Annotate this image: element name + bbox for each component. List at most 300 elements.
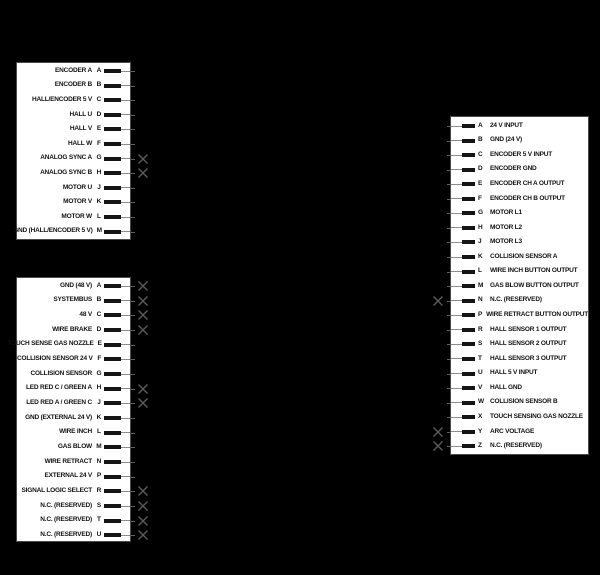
pin-row-L [451, 266, 588, 278]
pin-letter: H [96, 384, 102, 392]
pin-wire [451, 271, 462, 272]
pin-row-M [451, 280, 588, 292]
pin-label: ARC VOLTAGE [490, 427, 535, 435]
pin-label: HALL/ENCODER 5 V [31, 95, 92, 103]
pin-label: COLLISION SENSOR B [490, 398, 558, 406]
wire-stub [131, 403, 135, 404]
pin-row-C [451, 149, 588, 161]
pin-letter: T [97, 516, 101, 524]
pin-row-F [17, 353, 130, 365]
pin-contact [104, 343, 121, 347]
pin-row-M [17, 441, 130, 453]
pin-label: HALL SENSOR 2 OUTPUT [490, 340, 567, 348]
pin-letter: G [96, 369, 102, 377]
pin-row-S [17, 500, 130, 512]
wire-stub [131, 115, 135, 116]
pin-row-P [17, 471, 130, 483]
pin-row-C [17, 309, 130, 321]
pin-contact [104, 84, 121, 88]
pin-wire [451, 417, 462, 418]
no-connection-x-icon [137, 397, 149, 409]
pin-wire [121, 71, 130, 72]
pin-letter: T [478, 354, 482, 362]
pin-contact [462, 444, 475, 448]
pin-wire [121, 403, 130, 404]
no-connection-x-icon [137, 280, 149, 292]
pin-wire [451, 198, 462, 199]
pin-contact [104, 328, 121, 332]
pin-row-U [17, 529, 130, 541]
pin-letter: A [478, 121, 483, 129]
wire-stub [447, 272, 451, 273]
pin-label: WIRE BRAKE [52, 325, 92, 333]
pin-wire [121, 388, 130, 389]
pin-row-H [17, 383, 130, 395]
wire-stub [447, 315, 451, 316]
no-connection-x-icon [432, 440, 444, 452]
pin-contact [462, 386, 475, 390]
pin-label: N.C. (RESERVED) [40, 501, 92, 509]
pin-row-D [451, 164, 588, 176]
pin-label: HALL W [68, 139, 92, 147]
wire-stub [131, 100, 135, 101]
pin-wire [121, 330, 130, 331]
no-connection-x-icon [137, 500, 149, 512]
pin-label: ANALOG SYNC B [40, 168, 92, 176]
pin-label: MOTOR L1 [490, 209, 522, 217]
pin-wire [451, 126, 462, 127]
pin-contact [462, 328, 475, 332]
pin-wire [121, 315, 130, 316]
pin-contact [104, 215, 121, 219]
pin-row-T [17, 515, 130, 527]
pin-label: LED RED A / GREEN C [26, 399, 92, 407]
wire-stub [131, 535, 135, 536]
pin-letter: F [97, 355, 102, 363]
pin-wire [451, 184, 462, 185]
pin-contact [462, 168, 475, 172]
wire-stub [131, 315, 135, 316]
pin-wire [121, 476, 130, 477]
pin-wire [121, 187, 130, 188]
pin-row-E [451, 178, 588, 190]
wire-stub [447, 446, 451, 447]
pin-row-M [13, 226, 130, 238]
pin-contact [104, 98, 121, 102]
pin-contact [104, 230, 121, 234]
pin-label: COLLISION SENSOR A [490, 252, 558, 260]
pin-letter: S [96, 501, 102, 509]
pin-contact [104, 200, 121, 204]
pin-contact [462, 124, 475, 128]
wire-stub [447, 126, 451, 127]
pin-row-P [451, 309, 588, 321]
pin-contact [104, 313, 121, 317]
wire-stub [447, 242, 451, 243]
pin-wire [121, 85, 130, 86]
pin-letter: R [96, 487, 102, 495]
pin-label: TOUCH SENSING GAS NOZZLE [490, 412, 583, 420]
no-connection-x-icon [432, 426, 444, 438]
wire-stub [131, 462, 135, 463]
pin-letter: K [96, 198, 102, 206]
pin-label: SIGNAL LOGIC SELECT [21, 487, 92, 495]
pin-label: GAS BLOW BUTTON OUTPUT [490, 281, 579, 289]
pin-label: ANALOG SYNC A [40, 154, 92, 162]
pin-letter: A [96, 281, 102, 289]
pin-row-V [451, 382, 588, 394]
pin-wire [121, 100, 130, 101]
pin-contact [104, 157, 121, 161]
wire-stub [131, 71, 135, 72]
pin-contact [462, 357, 475, 361]
pin-wire [451, 402, 462, 403]
wire-stub [447, 199, 451, 200]
pin-wire [121, 217, 130, 218]
no-connection-x-icon [137, 529, 149, 541]
pin-row-B [17, 295, 130, 307]
pin-letter: D [478, 165, 483, 173]
pin-contact [104, 401, 121, 405]
wire-stub [131, 447, 135, 448]
pin-contact [462, 255, 475, 259]
pin-wire [121, 158, 130, 159]
wire-stub [447, 213, 451, 214]
pin-letter: K [96, 413, 102, 421]
pin-contact [104, 357, 121, 361]
wire-stub [131, 374, 135, 375]
pin-label: N.C. (RESERVED) [40, 531, 92, 539]
pin-contact [462, 313, 475, 317]
pin-wire [121, 462, 130, 463]
connector-panel-control-signals [7, 277, 131, 542]
pin-row-K [451, 251, 588, 263]
pin-contact [104, 475, 121, 479]
pin-letter: W [478, 398, 485, 406]
pin-row-J [17, 182, 130, 194]
no-connection-x-icon [137, 309, 149, 321]
pin-wire [121, 447, 130, 448]
pin-label: ENCODER GND [490, 165, 537, 173]
no-connection-x-icon [137, 167, 149, 179]
pin-row-D [17, 109, 130, 121]
pin-row-W [451, 397, 588, 409]
pin-contact [104, 445, 121, 449]
no-connection-x-icon [137, 485, 149, 497]
pin-wire [451, 344, 462, 345]
pin-letter: D [96, 110, 102, 118]
pin-contact [104, 142, 121, 146]
pin-label: WIRE RETRACT BUTTON OUTPUT [486, 311, 588, 319]
pin-letter: C [96, 311, 102, 319]
wire-stub [447, 344, 451, 345]
wire-stub [131, 330, 135, 331]
pin-wire [451, 257, 462, 258]
pin-label: HALL U [69, 110, 92, 118]
pin-contact [462, 211, 475, 215]
pin-row-B [17, 80, 130, 92]
wire-stub [447, 141, 451, 142]
pin-contact [104, 113, 121, 117]
pin-row-L [17, 211, 130, 223]
pin-letter: U [96, 531, 102, 539]
pin-contact [104, 533, 121, 537]
wire-stub [131, 86, 135, 87]
pin-letter: J [478, 238, 482, 246]
no-connection-x-icon [137, 153, 149, 165]
pin-contact [104, 284, 121, 288]
pin-letter: E [97, 340, 102, 348]
pin-letter: H [96, 168, 102, 176]
pin-row-F [451, 193, 588, 205]
pin-label: MOTOR L2 [490, 223, 522, 231]
pin-wire [121, 432, 130, 433]
wire-stub [131, 129, 135, 130]
pin-label: MOTOR W [61, 212, 92, 220]
pin-letter: C [478, 150, 483, 158]
pin-label: ENCODER CH A OUTPUT [490, 179, 565, 187]
wire-stub [131, 159, 135, 160]
pin-row-L [17, 427, 130, 439]
wire-stub [131, 202, 135, 203]
pin-contact [462, 197, 475, 201]
pin-contact [462, 299, 475, 303]
pin-wire [121, 344, 130, 345]
wire-stub [131, 144, 135, 145]
wire-stub [447, 417, 451, 418]
pin-letter: C [96, 95, 102, 103]
pin-wire [121, 520, 130, 521]
pin-label: MOTOR U [62, 183, 92, 191]
pin-letter: E [478, 179, 483, 187]
pin-row-B [451, 135, 588, 147]
pin-wire [451, 227, 462, 228]
pin-label: N.C. (RESERVED) [490, 296, 542, 304]
pin-wire [121, 491, 130, 492]
pin-row-N [17, 456, 130, 468]
pin-label: N.C. (RESERVED) [490, 442, 542, 450]
pin-letter: K [478, 252, 483, 260]
wire-stub [131, 188, 135, 189]
pin-letter: X [478, 412, 483, 420]
pin-wire [121, 231, 130, 232]
wire-stub [131, 477, 135, 478]
pin-row-N [451, 295, 588, 307]
pin-label: LED RED C / GREEN A [25, 384, 92, 392]
pin-wire [451, 358, 462, 359]
pin-wire [121, 114, 130, 115]
pin-wire [451, 300, 462, 301]
wire-stub [447, 301, 451, 302]
wire-stub [447, 374, 451, 375]
wire-stub [447, 388, 451, 389]
wire-stub [447, 286, 451, 287]
pin-wire [121, 535, 130, 536]
pin-row-J [17, 397, 130, 409]
pin-letter: G [478, 209, 484, 217]
pin-contact [462, 415, 475, 419]
pin-letter: A [96, 66, 102, 74]
pin-wire [121, 506, 130, 507]
pin-contact [104, 127, 121, 131]
pin-wire [121, 202, 130, 203]
pin-wire [451, 169, 462, 170]
pin-label: WIRE RETRACT [44, 457, 92, 465]
wire-stub [131, 359, 135, 360]
pin-row-Y [451, 426, 588, 438]
pin-label: COLLISION SENSOR [30, 369, 92, 377]
pin-contact [104, 186, 121, 190]
pin-contact [462, 153, 475, 157]
pin-row-G [451, 207, 588, 219]
wire-stub [447, 403, 451, 404]
pin-letter: V [478, 383, 483, 391]
wire-stub [447, 155, 451, 156]
pin-row-C [17, 94, 130, 106]
pin-row-F [17, 138, 130, 150]
pin-contact [104, 299, 121, 303]
pin-row-D [17, 324, 130, 336]
pin-wire [451, 140, 462, 141]
pin-wire [451, 373, 462, 374]
wire-stub [131, 418, 135, 419]
wire-stub [131, 491, 135, 492]
pin-label: WIRE INCH BUTTON OUTPUT [490, 267, 578, 275]
pin-contact [104, 519, 121, 523]
pin-letter: L [478, 267, 482, 275]
pin-label: ENCODER CH B OUTPUT [490, 194, 565, 202]
pin-row-X [451, 411, 588, 423]
wire-stub [131, 301, 135, 302]
wire-stub [447, 184, 451, 185]
pin-row-K [17, 412, 130, 424]
pin-label: HALL V [69, 125, 92, 133]
pin-letter: M [96, 227, 102, 235]
pin-label: ENCODER 5 V INPUT [490, 150, 552, 158]
pin-wire [121, 374, 130, 375]
pin-contact [462, 226, 475, 230]
pin-wire [451, 329, 462, 330]
wire-stub [131, 506, 135, 507]
pin-label: GND (EXTERNAL 24 V) [25, 413, 92, 421]
pin-contact [462, 182, 475, 186]
wire-stub [447, 170, 451, 171]
pin-letter: M [96, 443, 102, 451]
pin-contact [104, 489, 121, 493]
no-connection-x-icon [137, 324, 149, 336]
pin-row-K [17, 196, 130, 208]
wire-stub [447, 330, 451, 331]
wire-stub [447, 228, 451, 229]
pin-label: HALL SENSOR 3 OUTPUT [490, 354, 567, 362]
pin-letter: P [96, 472, 102, 480]
pin-label: TOUCH SENSE GAS NOZZLE [7, 340, 94, 348]
pin-letter: H [478, 223, 483, 231]
pin-contact [462, 342, 475, 346]
wire-stub [131, 232, 135, 233]
pin-letter: J [97, 399, 101, 407]
pin-letter: D [96, 325, 102, 333]
pin-label: ENCODER A [55, 66, 92, 74]
pin-wire [121, 300, 130, 301]
pin-row-J [451, 236, 588, 248]
wire-stub [447, 359, 451, 360]
pin-row-T [451, 353, 588, 365]
pin-wire [451, 315, 462, 316]
pin-row-Z [451, 440, 588, 452]
wire-stub [131, 345, 135, 346]
pin-letter: R [478, 325, 483, 333]
pin-letter: L [97, 428, 101, 436]
pin-row-G [17, 153, 130, 165]
pin-contact [462, 139, 475, 143]
pin-wire [451, 446, 462, 447]
pin-label: HALL 5 V INPUT [490, 369, 538, 377]
pin-wire [121, 129, 130, 130]
connector-panel-interface [450, 116, 589, 455]
pin-label: COLLISION SENSOR 24 V [17, 355, 93, 363]
pin-letter: Y [478, 427, 483, 435]
pin-wire [121, 286, 130, 287]
pin-contact [104, 171, 121, 175]
pin-label: N.C. (RESERVED) [40, 516, 92, 524]
pin-letter: Z [478, 442, 482, 450]
pin-wire [451, 213, 462, 214]
pin-label: WIRE INCH [59, 428, 92, 436]
pin-row-A [17, 280, 130, 292]
pin-wire [451, 388, 462, 389]
pin-label: MOTOR L3 [490, 238, 522, 246]
pin-label: HALL SENSOR 1 OUTPUT [490, 325, 567, 333]
pin-wire [451, 286, 462, 287]
pin-wire [121, 173, 130, 174]
pin-label: GND (48 V) [60, 281, 92, 289]
pin-label: ENCODER B [54, 81, 92, 89]
pin-row-R [17, 485, 130, 497]
pin-label: EXTERNAL 24 V [44, 472, 92, 480]
pin-contact [104, 372, 121, 376]
pin-label: 24 V INPUT [490, 121, 523, 129]
pin-contact [462, 270, 475, 274]
pin-label: 48 V [79, 311, 92, 319]
pin-letter: S [478, 340, 483, 348]
pin-letter: B [478, 136, 483, 144]
pin-contact [104, 387, 121, 391]
pin-contact [462, 401, 475, 405]
connector-panel-motor-feedback [13, 62, 131, 240]
pin-letter: F [97, 139, 101, 147]
pin-letter: N [478, 296, 483, 304]
pin-row-R [451, 324, 588, 336]
wire-stub [131, 286, 135, 287]
wire-stub [131, 433, 135, 434]
pin-letter: N [96, 457, 102, 465]
wire-stub [447, 432, 451, 433]
pin-contact [104, 416, 121, 420]
pin-row-G [17, 368, 130, 380]
wire-stub [131, 217, 135, 218]
pin-label: SYSTEMBUS [53, 296, 92, 304]
pin-row-A [17, 65, 130, 77]
no-connection-x-icon [432, 295, 444, 307]
pin-contact [104, 69, 121, 73]
pin-label: MOTOR V [63, 198, 92, 206]
pin-letter: M [478, 281, 484, 289]
pin-row-H [17, 167, 130, 179]
pin-wire [121, 418, 130, 419]
pin-letter: B [96, 81, 102, 89]
pin-wire [451, 155, 462, 156]
